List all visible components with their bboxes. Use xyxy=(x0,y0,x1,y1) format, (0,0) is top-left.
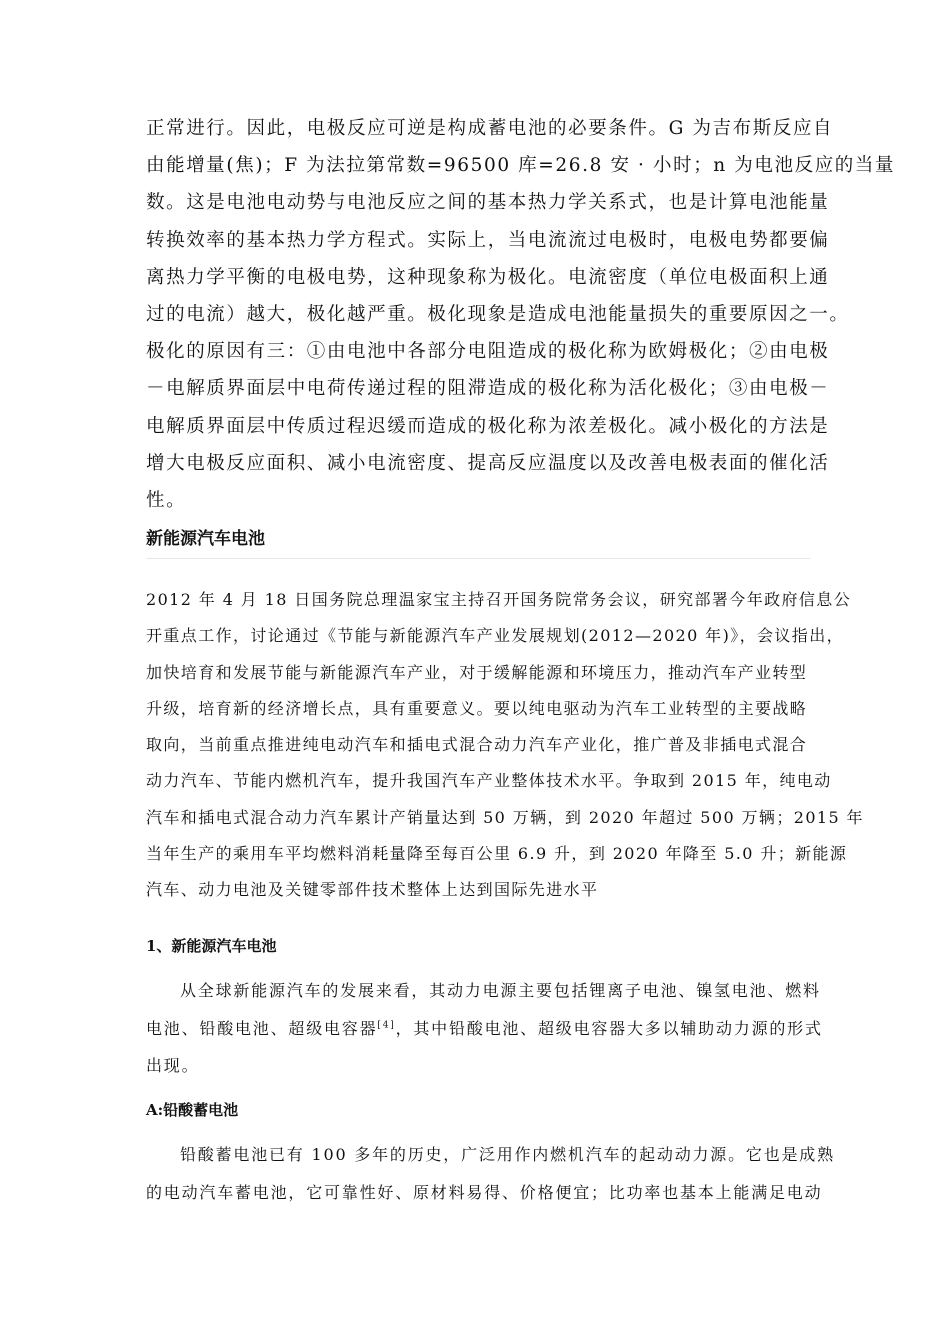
subheading-lead-acid: A:铅酸蓄电池 xyxy=(146,1101,239,1119)
text-line: 电解质界面层中传质过程迟缓而造成的极化称为浓差极化。减小极化的方法是 xyxy=(146,415,830,437)
text-line: 当年生产的乘用车平均燃料消耗量降至每百公里 6.9 升，到 2020 年降至 5.0 升；新能源 xyxy=(146,844,848,864)
text-line: －电解质界面层中电荷传递过程的阻滞造成的极化称为活化极化；③由电极－ xyxy=(146,378,830,400)
text-line: 正常进行。因此，电极反应可逆是构成蓄电池的必要条件。G 为吉布斯反应自 xyxy=(146,118,834,139)
text-line: 由能增量(焦)；F 为法拉第常数=96500 库=26.8 安 · 小时；n 为电池反应的当量 xyxy=(146,155,896,177)
text-line: 动力汽车、节能内燃机汽车，提升我国汽车产业整体技术水平。争取到 2015 年，纯电动 xyxy=(146,771,832,791)
text-line: 转换效率的基本热力学方程式。实际上，当电流流过电极时，电极电势都要偏 xyxy=(146,229,830,251)
policy-paragraph xyxy=(146,582,864,909)
text-segment: ，其中铅酸电池、超级电容器大多以辅助动力源的形式 xyxy=(395,1018,823,1038)
subheading-ev-battery: 1、新能源汽车电池 xyxy=(146,937,277,955)
text-line: 取向，当前重点推进纯电动汽车和插电式混合动力汽车产业化，推广普及非插电式混合 xyxy=(146,735,808,755)
text-segment: 电池、铅酸电池、超级电容器 xyxy=(146,1018,378,1038)
text-line: 离热力学平衡的电极电势，这种现象称为极化。电流密度（单位电极面积上通 xyxy=(146,266,830,288)
text-line: 过的电流）越大，极化越严重。极化现象是造成电池能量损失的重要原因之一。 xyxy=(146,304,850,326)
text-line: 2012 年 4 月 18 日国务院总理温家宝主持召开国务院常务会议，研究部署今年政府信息公 xyxy=(146,590,852,609)
text-line: 铅酸蓄电池已有 100 多年的历史，广泛用作内燃机汽车的起动动力源。它也是成熟 xyxy=(180,1145,835,1164)
text-line: 汽车和插电式混合动力汽车累计产销量达到 50 万辆，到 2020 年超过 500 万辆；2015 年 xyxy=(146,807,864,827)
text-line: 出现。 xyxy=(146,1056,200,1075)
lead-acid-paragraph xyxy=(146,1136,835,1212)
text-line: 加快培育和发展节能与新能源汽车产业，对于缓解能源和环境压力，推动汽车产业转型 xyxy=(146,662,808,682)
text-line: 升级，培育新的经济增长点，具有重要意义。要以纯电驱动为汽车工业转型的主要战略 xyxy=(146,698,808,718)
text-line: 增大电极反应面积、减小电流密度、提高反应温度以及改善电极表面的催化活 xyxy=(146,452,830,474)
text-line: 极化的原因有三：①由电池中各部分电阻造成的极化称为欧姆极化；②由电极 xyxy=(146,341,830,363)
text-line: 开重点工作，讨论通过《节能与新能源汽车产业发展规划(2012—2020 年)》，会议指出， xyxy=(146,626,845,646)
polarization-paragraph xyxy=(146,110,896,519)
text-line xyxy=(146,1010,823,1048)
text-line: 数。这是电池电动势与电池反应之间的基本热力学关系式，也是计算电池能量 xyxy=(146,192,830,214)
text-line: 汽车、动力电池及关键零部件技术整体上达到国际先进水平 xyxy=(146,880,599,900)
text-line: 性。 xyxy=(146,490,187,512)
section-heading: 新能源汽车电池 xyxy=(146,524,810,559)
text-line: 从全球新能源汽车的发展来看，其动力电源主要包括锂离子电池、镍氢电池、燃料 xyxy=(180,981,821,1000)
text-line: 的电动汽车蓄电池，它可靠性好、原材料易得、价格便宜；比功率也基本上能满足电动 xyxy=(146,1183,823,1202)
power-source-paragraph xyxy=(146,972,823,1085)
citation-reference[interactable]: [4] xyxy=(377,1020,396,1031)
